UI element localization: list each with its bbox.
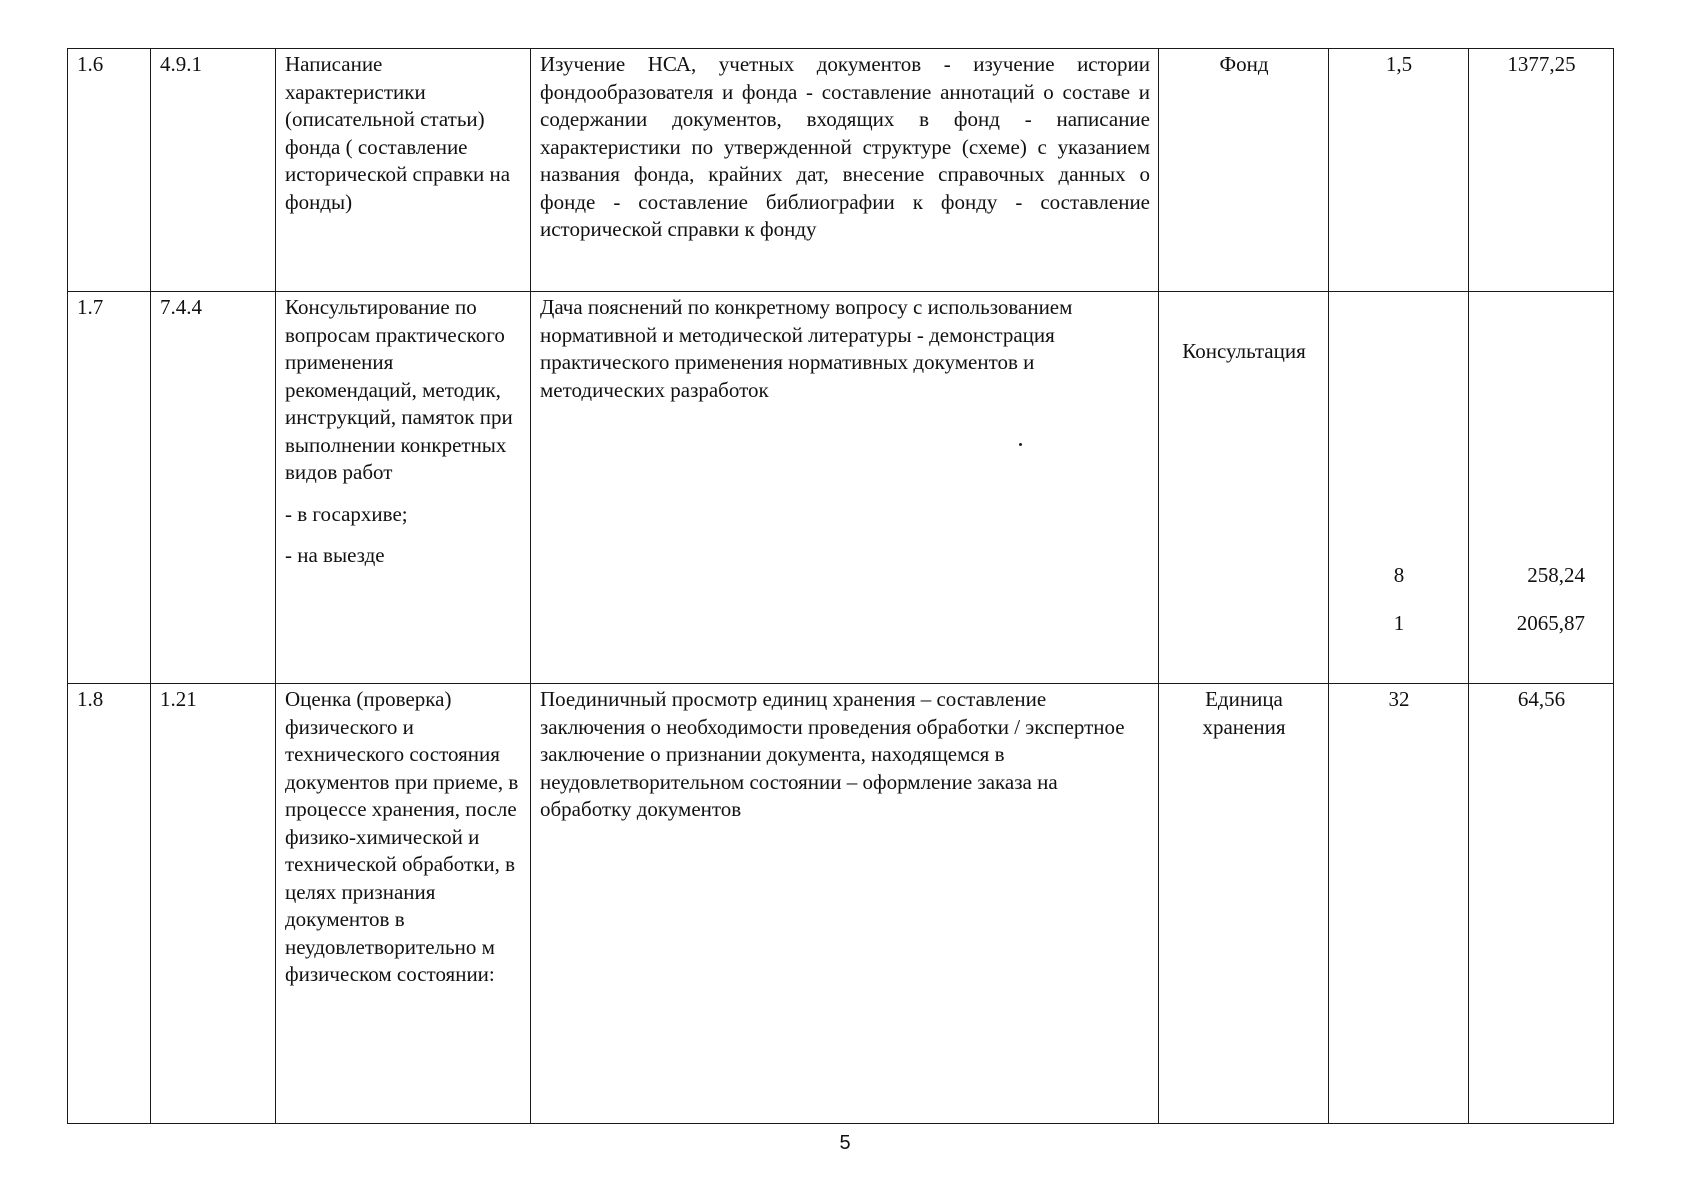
- service-code: 7.4.4: [151, 292, 276, 684]
- row-number: 1.6: [68, 49, 151, 292]
- service-subitem: - на выезде: [285, 543, 385, 567]
- measurement-unit: Фонд: [1159, 49, 1329, 292]
- quantity: 32: [1329, 684, 1469, 1124]
- work-description: Изучение НСА, учетных документов - изучение истории фондообразователя и фонда - составление аннотаций о составе и содержании документов, входящих в фонд - написание характеристики по утвержденной структуре (схеме) с указанием названия фонда, крайних дат, внесение справочных данных о фонде - составление библиографии к фонду - составление исторической справки к фонду: [531, 49, 1159, 292]
- measurement-unit: Единица хранения: [1159, 684, 1329, 1124]
- quantity-cell: [1329, 292, 1469, 684]
- row-number: 1.7: [68, 292, 151, 684]
- tariff-table: [67, 48, 1614, 1124]
- service-name: Оценка (проверка) физического и технического состояния документов при приеме, в процессе хранения, после физико-химической и технической обработки, в целях признания документов в неудовлетворительно м физическом состоянии:: [276, 684, 531, 1124]
- service-name: Написание характеристики (описательной статьи) фонда ( составление исторической справки на фонды): [276, 49, 531, 292]
- measurement-unit-cell: [1159, 292, 1329, 684]
- quantity: 1,5: [1329, 49, 1469, 292]
- quantity: 8: [1393, 563, 1405, 587]
- service-code: 4.9.1: [151, 49, 276, 292]
- table-row: [68, 49, 1614, 292]
- work-description: Дача пояснений по конкретному вопросу с использованием нормативной и методической литературы - демонстрация практического применения нормативных документов и методических разработок: [531, 292, 1159, 684]
- work-description: Поединичный просмотр единиц хранения – составление заключения о необходимости проведения обработки / экспертное заключение о признании документа, находящемся в неудовлетворительном состоянии – оформление заказа на обработку документов: [531, 684, 1159, 1124]
- table-row: [68, 292, 1614, 684]
- service-subitem: - в госархиве;: [285, 501, 408, 526]
- table-row: [68, 684, 1614, 1124]
- price: 2065,87: [1516, 611, 1585, 635]
- scan-speck: [1019, 443, 1022, 446]
- service-name: Консультирование по вопросам практического применения рекомендаций, методик, инструкций, памяток при выполнении конкретных видов работ: [285, 295, 513, 484]
- quantity: 1: [1393, 611, 1405, 635]
- price: 258,24: [1527, 563, 1585, 587]
- page-number: 5: [839, 1132, 851, 1154]
- price-cell: [1469, 292, 1614, 684]
- price: 1377,25: [1469, 49, 1614, 292]
- row-number: 1.8: [68, 684, 151, 1124]
- measurement-unit: Консультация: [1182, 339, 1306, 363]
- price: 64,56: [1469, 684, 1614, 1124]
- service-name-cell: [276, 292, 531, 684]
- service-code: 1.21: [151, 684, 276, 1124]
